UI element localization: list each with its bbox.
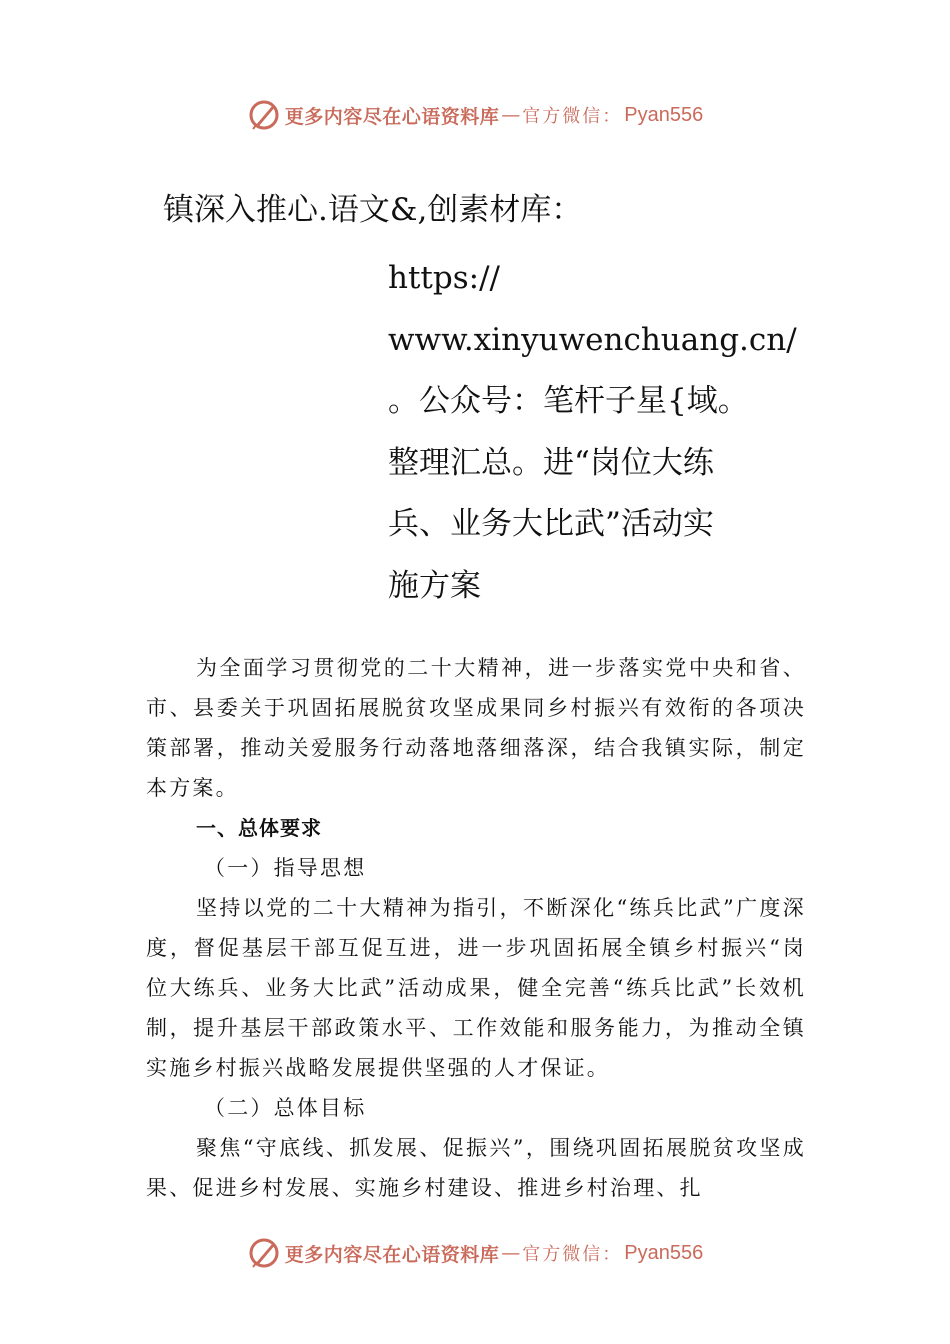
watermark-wechat-id: Pyan556 bbox=[624, 1241, 704, 1264]
watermark-banner-bottom bbox=[0, 1233, 950, 1273]
document-body bbox=[146, 648, 806, 1208]
title-line: https:// bbox=[388, 260, 500, 296]
quill-logo-icon bbox=[247, 98, 281, 132]
watermark-text: 更多内容尽在心语资料库 bbox=[284, 105, 500, 128]
paragraph-guiding-thought: 坚持以党的二十大精神为指引，不断深化“练兵比武”广度深度，督促基层干部互促互进，进一步巩固拓展全镇乡村振兴“岗位大练兵、业务大比武”活动成果，健全完善“练兵比武”长效机制，提升基层干部政策水平、工作效能和服务能力，为推动全镇实施乡村振兴战略发展提供坚强的人才保证。 bbox=[146, 896, 806, 1080]
watermark-text: 更多内容尽在心语资料库 bbox=[284, 1243, 500, 1266]
title-line: www.xinyuwenchuang.cn/ bbox=[388, 321, 797, 358]
paragraph-intro: 为全面学习贯彻党的二十大精神，进一步落实党中央和省、市、县委关于巩固拓展脱贫攻坚成果同乡村振兴有效衔的各项决策部署，推动关爱服务行动落地落细落深，结合我镇实际，制定本方案。 bbox=[146, 656, 806, 800]
section-heading: 一、总体要求 bbox=[196, 816, 322, 840]
subsection-heading: （二）总体目标 bbox=[204, 1096, 367, 1120]
watermark-dash: — bbox=[501, 104, 521, 126]
title-line: 整理汇总。进“岗位大练 bbox=[388, 444, 714, 481]
watermark-wechat-id: Pyan556 bbox=[624, 103, 704, 126]
quill-logo-icon bbox=[247, 1236, 281, 1270]
title-line: 。公众号：笔杆子星{域。 bbox=[388, 383, 749, 419]
watermark-dash: — bbox=[501, 1242, 521, 1264]
watermark-banner-top bbox=[0, 95, 950, 135]
watermark-wechat-label: 官方微信： bbox=[522, 1244, 623, 1265]
watermark-wechat-label: 官方微信： bbox=[522, 106, 623, 127]
title-line: 兵、业务大比武”活动实 bbox=[388, 506, 714, 542]
document-title-block bbox=[388, 248, 808, 617]
paragraph-overall-goal: 聚焦“守底线、抓发展、促振兴”，围绕巩固拓展脱贫攻坚成果、促进乡村发展、实施乡村建设、推进乡村治理、扎 bbox=[146, 1136, 806, 1200]
subsection-heading: （一）指导思想 bbox=[204, 856, 367, 880]
document-title-line-1: 镇深入推心.语文&,创素材库： bbox=[163, 192, 583, 228]
title-line: 施方案 bbox=[388, 567, 481, 604]
